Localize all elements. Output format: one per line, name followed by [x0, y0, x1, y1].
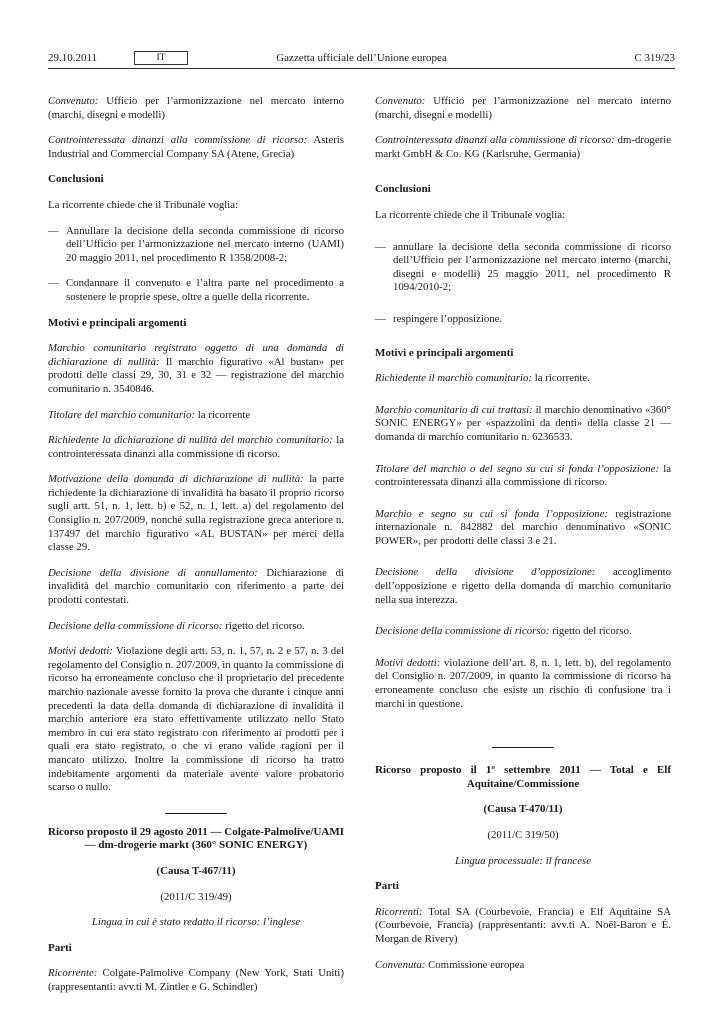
dash-marker: —: [48, 277, 59, 290]
section-heading: Conclusioni: [375, 183, 431, 196]
paragraph: [48, 409, 344, 423]
field-text: Ufficio per l’armonizzazione nel mercato interno (marchi, disegni e modelli): [375, 95, 671, 121]
dash-item: [375, 313, 671, 327]
field-label: Convenuto:: [48, 95, 99, 107]
dash-marker: —: [375, 240, 386, 253]
language-badge: IT: [134, 51, 188, 65]
page-reference: C 319/23: [634, 52, 675, 64]
field-label: Richiedente la dichiarazione di nullità del marchio comunitario:: [48, 434, 333, 447]
field-label: Richiedente il marchio comunitario:: [375, 372, 533, 385]
section-separator: [492, 747, 554, 748]
dash-item: [48, 277, 344, 304]
header-rule: [48, 68, 675, 69]
field-text: dm-drogerie markt GmbH & Co. KG (Karlsruhe, Germania): [375, 134, 672, 160]
paragraph: [375, 906, 671, 947]
case-language: Lingua processuale: il francese: [454, 854, 592, 867]
paragraph: [48, 95, 344, 122]
field-text: Colgate-Palmolive Company (New York, Stati Uniti) (rappresentanti: avv.ti M. Zintler e G. Schindler): [48, 967, 344, 993]
field-text: Total SA (Courbevoie, Francia) e Elf Aquitaine SA (Courbevoie, Francia) (rappresentanti: avv.ti A. Noël-Baron e É. Morgan de Rivery): [375, 905, 671, 945]
field-label: Convenuto:: [375, 95, 426, 107]
paragraph: [48, 967, 344, 994]
field-label: Decisione della commissione di ricorso:: [375, 625, 550, 638]
case-reference: (2011/C 319/50): [487, 829, 559, 841]
field-text: rigetto del ricorso.: [549, 625, 632, 638]
paragraph: [375, 404, 671, 445]
paragraph: [375, 657, 671, 711]
field-text: Asteris Industrial and Commercial Company SA (Atene, Grecia): [48, 134, 344, 160]
paragraph: [375, 625, 671, 639]
field-text: la controinteressata dinanzi alla commissione di ricorso.: [48, 434, 344, 460]
paragraph: [375, 95, 671, 122]
field-label: Marchio e segno su cui si fonda l’opposizione:: [375, 507, 609, 520]
field-text: la ricorrente.: [532, 372, 590, 385]
field-label: Marchio comunitario registrato oggetto di una domanda di dichiarazione di nullità:: [48, 342, 344, 368]
field-text: la parte richiedente la dichiarazione di invalidità ha basato il proprio ricorso sugli artt. 51, n. 1, lett. b) e 52, n. 1, lett. a) del regolamento del Consiglio n. 207/2009, nonché sulla registrazione greca anteriore n. 137497 del marchio figurativo «AL BUSTAN» per merci della classe 29.: [48, 473, 344, 554]
field-label: Decisione della divisione d’opposizione:: [375, 566, 596, 579]
paragraph: [48, 473, 344, 555]
paragraph: [48, 645, 344, 795]
section-heading: Conclusioni: [48, 173, 104, 186]
paragraph: [48, 134, 344, 161]
dash-text: respingere l’opposizione.: [393, 312, 503, 325]
paragraph: La ricorrente chiede che il Tribunale voglia:: [48, 198, 239, 211]
dash-marker: —: [375, 312, 386, 325]
field-text: accoglimento dell’opposizione e rigetto della domanda di marchio comunitario nella sua interezza.: [375, 566, 671, 606]
paragraph: [375, 134, 671, 161]
section-heading: Parti: [375, 880, 399, 893]
field-text: Commissione europea: [425, 958, 525, 971]
field-text: registrazione internazionale n. 842882 del marchio denominativo «SONIC POWER», per prodotti delle classi 3 e 21.: [375, 507, 671, 547]
paragraph: [375, 372, 671, 386]
field-label: Controinteressata dinanzi alla commissione di ricorso:: [48, 134, 308, 147]
field-label: Motivi dedotti:: [375, 656, 441, 669]
section-separator: [165, 813, 227, 814]
case-title: Ricorso proposto il 1º settembre 2011 — Total e Elf Aquitaine/Commissione: [375, 764, 671, 790]
field-text: il marchio denominativo «360° SONIC ENERGY» per «spazzolini da denti» della classe 21 — domanda di marchio comunitario n. 6236533.: [375, 403, 671, 443]
section-heading: Motivi e principali argomenti: [48, 316, 187, 329]
field-text: Ufficio per l’armonizzazione nel mercato interno (marchi, disegni e modelli): [48, 95, 344, 121]
case-language: Lingua in cui è stato redatto il ricorso: l’inglese: [91, 916, 301, 929]
left-column: [48, 95, 344, 1007]
section-heading: Parti: [48, 941, 72, 954]
field-label: Motivi dedotti:: [48, 645, 113, 658]
journal-title: Gazzetta ufficiale dell’Unione europea: [276, 52, 447, 64]
field-text: Violazione degli artt. 53, n. 1, 57, n. 2 e 57, n. 3 del regolamento del Consiglio n. 207/2009, in quanto la commissione di ricorso ha erroneamente concluso che il proprietario del precedente marchio nazionale avesse fornito la prova che durante i cinque anni precedenti la data della domanda di dichiarazione di invalidità il marchio anteriore era stato effettivamente utilizzato nello Stato membro in cui era stato registrato con riferimento ai prodotti per i quali era stato registrato, o che vi erano valide ragioni per il mancato utilizzo. Inoltre la commissione di ricorso ha tratto indebitamente argomenti da materiale avente valore probatorio scarso o nullo.: [48, 645, 345, 794]
field-label: Decisione della commissione di ricorso:: [48, 619, 223, 632]
paragraph: La ricorrente chiede che il Tribunale voglia:: [375, 208, 566, 221]
field-text: Il marchio figurativo «Al bustan» per prodotti delle classi 29, 30, 31 e 32 — registrazione del marchio comunitario n. 3540846.: [48, 355, 345, 395]
case-number: (Causa T-470/11): [483, 803, 563, 816]
paragraph: [48, 567, 344, 608]
dash-text: Condannare il convenuto e l’altra parte nel procedimento a sostenere le proprie spese, oltre a quelle della ricorrente.: [66, 277, 344, 303]
field-label: Decisione della divisione di annullamento:: [48, 566, 258, 579]
page-header: [48, 49, 675, 67]
dash-marker: —: [48, 224, 59, 237]
dash-text: annullare la decisione della seconda commissione di ricorso dell’Ufficio per l’armonizzazione nel mercato interno (marchi, disegni e modelli) 25 maggio 2011, nel procedimento R 1094/2010-2;: [393, 240, 671, 294]
field-label: Titolare del marchio comunitario:: [48, 408, 196, 421]
field-text: violazione dell’art. 8, n. 1, lett. b), del regolamento del Consiglio n. 207/2009, in quanto la commissione di ricorso ha erroneamente concluso che esiste un rischio di confusione tra i marchi in questione.: [375, 656, 671, 710]
field-label: Controinteressata dinanzi alla commissione di ricorso:: [375, 134, 615, 147]
field-label: Titolare del marchio o del segno su cui si fonda l’opposizione:: [375, 462, 660, 475]
section-heading: Motivi e principali argomenti: [375, 346, 514, 359]
paragraph: [48, 620, 344, 634]
field-label: Motivazione della domanda di dichiarazione di nullità:: [48, 473, 304, 486]
field-text: rigetto del ricorso.: [222, 619, 305, 632]
case-title: Ricorso proposto il 29 agosto 2011 — Colgate-Palmolive/UAMI — dm-drogerie markt (360° SONIC ENERGY): [48, 825, 344, 852]
dash-text: Annullare la decisione della seconda commissione di ricorso dell’Ufficio per l’armonizzazione nel mercato interno (UAMI) 20 maggio 2011, nel procedimento R 1358/2008-2;: [66, 224, 344, 264]
dash-item: [375, 241, 671, 295]
field-label: Convenuta:: [375, 958, 426, 971]
paragraph: [375, 566, 671, 607]
case-reference: (2011/C 319/49): [160, 890, 232, 903]
publication-date: 29.10.2011: [48, 52, 98, 64]
field-text: la ricorrente: [195, 408, 251, 421]
paragraph: [375, 959, 671, 973]
paragraph: [375, 508, 671, 549]
paragraph: [375, 463, 671, 490]
field-text: la controinteressata dinanzi alla commissione di ricorso.: [375, 462, 671, 489]
case-number: (Causa T-467/11): [156, 864, 236, 877]
dash-item: [48, 225, 344, 266]
right-column: [375, 95, 671, 984]
paragraph: [48, 434, 344, 461]
field-label: Marchio comunitario di cui trattasi:: [375, 403, 533, 416]
paragraph: [48, 342, 344, 396]
field-text: Dichiarazione di invalidità del marchio comunitario con riferimento a parte dei prodotti contestati.: [48, 566, 344, 607]
field-label: Ricorrenti:: [375, 905, 423, 918]
field-label: Ricorrente:: [48, 967, 98, 980]
